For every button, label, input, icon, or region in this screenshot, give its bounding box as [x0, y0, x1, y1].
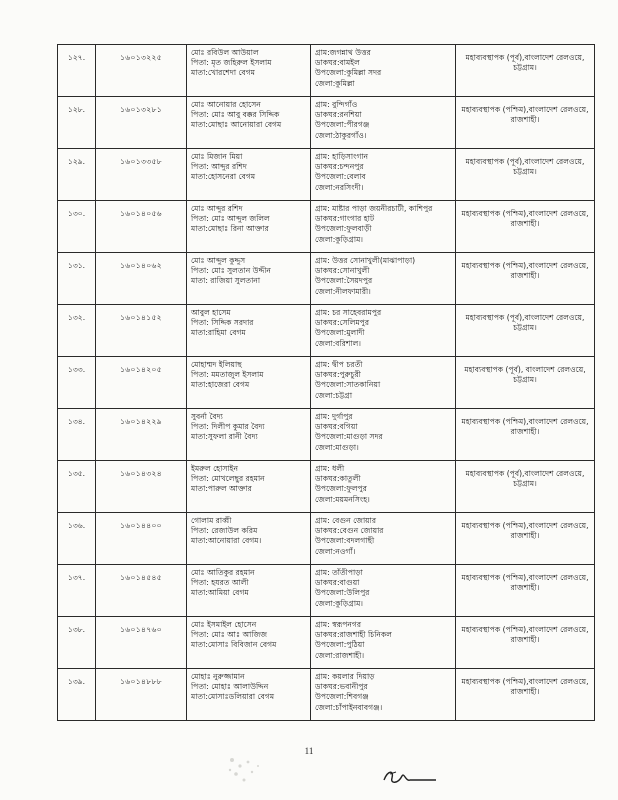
mother-name: মাতা:রাহিমা বেগম	[191, 328, 246, 338]
address-cell	[311, 461, 456, 513]
roll-number: ১৬০১৪৮৮৮	[120, 677, 162, 686]
roll-cell	[96, 513, 187, 565]
address-upazila: উপজেলা:বেলাব	[315, 172, 366, 182]
candidate-name: ইমরুল হোসাইন	[191, 464, 239, 473]
address-upazila: উপজেলা:সৈয়দপুর	[315, 276, 373, 286]
roll-cell	[96, 201, 187, 253]
candidate-name: মোঃ আব্দুল কুদ্দুস	[191, 256, 246, 265]
posting-cell	[456, 45, 595, 97]
posting-office: মহাব্যবস্থাপক (পূর্ব),বাংলাদেশ রেলওয়ে, চট্টগ্রাম।	[465, 313, 585, 333]
address-district: জেলা:চট্টগ্রা	[315, 390, 353, 400]
father-name: পিতা: মোঃ সুলতান উদ্দীন	[191, 266, 271, 276]
roll-number: ১৬০১৪০৫৬	[120, 209, 162, 218]
name-cell	[187, 513, 311, 565]
address-district: জেলা:কুড়িগ্রাম।	[315, 598, 364, 608]
mother-name: মাতা:খোরশেদা বেগম	[191, 68, 255, 78]
name-cell	[187, 669, 311, 721]
table-row	[58, 149, 595, 201]
serial-number: ১৩৪.	[67, 417, 86, 426]
father-name: পিতা: মোখলেছুর রহমান	[191, 474, 265, 484]
roll-cell	[96, 45, 187, 97]
serial-number: ১২৮.	[67, 105, 86, 114]
table-row	[58, 201, 595, 253]
serial-number: ১৩৭.	[67, 573, 86, 582]
address-post-office: ডাকঘর:চন্দনপুর	[315, 162, 364, 172]
candidate-name: আবুল হাসেম	[191, 308, 231, 317]
address-post-office: ডাকঘর:রাজশাহী চিনিকল	[315, 630, 392, 640]
roll-number: ১৬০১৪০৬২	[120, 261, 162, 270]
serial-cell	[58, 45, 96, 97]
table-row	[58, 357, 595, 409]
mother-name: মাতা:পারুল আক্তার	[191, 484, 252, 494]
signature	[380, 766, 440, 790]
mother-name: মাতা:সুফলা রানী বৈদ্য	[191, 432, 258, 442]
posting-office: মহাব্যবস্থাপক (পশ্চিম),বাংলাদেশ রেলওয়ে, রাজশাহী।	[461, 677, 589, 697]
father-name: পিতা: মোঃ আঃ আজিজ	[191, 630, 268, 640]
mother-name: মাতা:মোসাঃ বিবিজান বেগম	[191, 640, 277, 650]
mother-name: মাতা:হোসনেরা বেগম	[191, 172, 256, 182]
address-village: গ্রাম: তাঁতীপাড়া	[315, 568, 363, 577]
candidate-name: মোহাঃ নুরুজ্জামান	[191, 672, 245, 681]
serial-cell	[58, 669, 96, 721]
serial-cell	[58, 97, 96, 149]
table-row	[58, 253, 595, 305]
serial-cell	[58, 305, 96, 357]
name-cell	[187, 461, 311, 513]
roll-cell	[96, 253, 187, 305]
address-upazila: উপজেলা:শিবগঞ্জ	[315, 692, 369, 702]
posting-cell	[456, 201, 595, 253]
address-post-office: ডাকঘর:রনশিয়া	[315, 110, 362, 120]
address-upazila: উপজেলা:মুলাদী	[315, 328, 365, 338]
address-post-office: ডাকঘর:সোনাখুলী	[315, 266, 370, 276]
serial-number: ১৩১.	[67, 261, 86, 270]
posting-cell	[456, 97, 595, 149]
roll-cell	[96, 617, 187, 669]
address-village: গ্রাম: হাড়িসাংগান	[315, 152, 369, 161]
posting-office: মহাব্যবস্থাপক (পূর্ব),বাংলাদেশ রেলওয়ে, চট্টগ্রাম।	[465, 469, 585, 489]
table-row	[58, 565, 595, 617]
serial-number: ১৩২.	[67, 313, 86, 322]
address-cell	[311, 253, 456, 305]
mother-name: মাতা:মোছাঃ আনোয়ারা বেগম	[191, 120, 282, 130]
father-name: পিতা: রেজাউল করিম	[191, 526, 258, 536]
address-village: গ্রাম: কয়লার দিয়াড়	[315, 672, 375, 681]
address-post-office: ডাকঘর:পুরুচুরী	[315, 370, 361, 380]
roll-number: ১৬০১৪৭৬০	[120, 625, 162, 634]
address-upazila: উপজেলা:মাগুড়া সদর	[315, 432, 383, 442]
address-cell	[311, 617, 456, 669]
address-village: গ্রাম: দ্বীপ চরতী	[315, 360, 363, 369]
roll-number: ১৬০১৪৩২৪	[120, 469, 162, 478]
address-upazila: উপজেলা:সাতকানিয়া	[315, 380, 381, 390]
serial-cell	[58, 461, 96, 513]
table-row	[58, 461, 595, 513]
name-cell	[187, 565, 311, 617]
serial-number: ১৩৬.	[67, 521, 86, 530]
table-row	[58, 669, 595, 721]
father-name: পিতা: মৃত জহিরুল ইসলাম	[191, 58, 272, 68]
records-sheet	[57, 44, 589, 721]
posting-cell	[456, 461, 595, 513]
mother-name: মাতা:আনোয়ারা বেগম।	[191, 536, 262, 546]
address-village: গ্রাম: উত্তর সোনাখুলী(মাঝাপাড়া)	[315, 256, 416, 265]
candidate-name: মোঃ ইসমাইল হোসেন	[191, 620, 257, 629]
address-post-office: ডাকঘর:বাগুয়া	[315, 578, 360, 588]
serial-number: ১৩৯.	[67, 677, 86, 686]
mother-name: মাতা:মোসাঃডলিয়ারা বেগম	[191, 692, 275, 702]
address-district: জেলা:চাঁপাইনবাবগঞ্জ।	[315, 702, 383, 712]
candidate-name: গোলাম রাব্বী	[191, 516, 232, 525]
posting-office: মহাব্যবস্থাপক (পশ্চিম),বাংলাদেশ রেলওয়ে, রাজশাহী।	[461, 521, 589, 541]
roll-number: ১৬০১৩২৮১	[120, 105, 162, 114]
serial-number: ১২৭.	[67, 53, 86, 62]
candidate-name: মোঃ আনোয়ার হোসেন	[191, 100, 261, 109]
address-cell	[311, 565, 456, 617]
address-village: গ্রাম: স্বরূপনগর	[315, 620, 362, 629]
mother-name: মাতা: রাজিয়া সুলতানা	[191, 276, 261, 286]
table-row	[58, 97, 595, 149]
address-village: গ্রাম: ধলী	[315, 464, 345, 473]
address-post-office: ডাকঘর:কাতুলী	[315, 474, 361, 484]
posting-office: মহাব্যবস্থাপক (পশ্চিম),বাংলাদেশ রেলওয়ে, রাজশাহী।	[461, 573, 589, 593]
address-cell	[311, 45, 456, 97]
roll-number: ১৬০১৪৫৪৫	[120, 573, 162, 582]
address-cell	[311, 409, 456, 461]
address-post-office: ডাকঘর:বেগুন জোয়ার	[315, 526, 384, 536]
posting-office: মহাব্যবস্থাপক (পশ্চিম),বাংলাদেশ রেলওয়ে, রাজশাহী।	[461, 625, 589, 645]
address-district: জেলা:রাজশাহী।	[315, 650, 365, 660]
address-cell	[311, 357, 456, 409]
roll-number: ১৬০১৪২২৯	[120, 417, 162, 426]
serial-cell	[58, 357, 96, 409]
roll-cell	[96, 565, 187, 617]
candidate-name: মোঃ আতিকুর রহমান	[191, 568, 255, 577]
address-district: জেলা:কুড়িগ্রাম।	[315, 234, 364, 244]
address-cell	[311, 669, 456, 721]
address-cell	[311, 149, 456, 201]
address-upazila: উপজেলা:বদলগাছী	[315, 536, 375, 546]
address-post-office: ডাকঘর:সেলিমপুর	[315, 318, 370, 328]
address-village: গ্রাম: চর সাহেবরামপুর	[315, 308, 382, 317]
posting-office: মহাব্যবস্থাপক (পূর্ব),বাংলাদেশ রেলওয়ে, চট্টগ্রাম।	[465, 157, 585, 177]
father-name: পিতা: মোহাঃ আলাউদ্দিন	[191, 682, 269, 692]
roll-number: ১৬০১৪২০৫	[120, 365, 162, 374]
posting-cell	[456, 357, 595, 409]
name-cell	[187, 305, 311, 357]
roll-cell	[96, 97, 187, 149]
mother-name: মাতা:হাজেরা বেগম	[191, 380, 250, 390]
address-village: গ্রাম: বুন্দিগাঁও	[315, 100, 358, 109]
candidate-name: মোহাম্মদ ইলিয়াছ	[191, 360, 242, 369]
posting-cell	[456, 617, 595, 669]
posting-office: মহাব্যবস্থাপক (পশ্চিম),বাংলাদেশ রেলওয়ে, রাজশাহী।	[461, 105, 589, 125]
address-upazila: উপজেলা:পীরগঞ্জ	[315, 120, 370, 130]
roll-cell	[96, 669, 187, 721]
name-cell	[187, 617, 311, 669]
posting-office: মহাব্যবস্থাপক (পশ্চিম),বাংলাদেশ রেলওয়ে, রাজশাহী।	[461, 261, 589, 281]
posting-office: মহাব্যবস্থাপক (পশ্চিম),বাংলাদেশ রেলওয়ে, রাজশাহী।	[461, 417, 589, 437]
posting-office: মহাব্যবস্থাপক (পশ্চিম),বাংলাদেশ রেলওয়ে, রাজশাহী।	[461, 209, 589, 229]
serial-cell	[58, 617, 96, 669]
serial-cell	[58, 253, 96, 305]
address-district: জেলা:নওগাঁ।	[315, 546, 356, 556]
address-cell	[311, 97, 456, 149]
roll-number: ১৬০১৪১৫২	[120, 313, 162, 322]
table-row	[58, 617, 595, 669]
roll-number: ১৬০১৩২২৫	[120, 53, 162, 62]
address-cell	[311, 201, 456, 253]
address-upazila: উপজেলা:ফুলপুর	[315, 484, 367, 494]
serial-number: ১২৯.	[67, 157, 86, 166]
posting-cell	[456, 149, 595, 201]
posting-office: মহাব্যবস্থাপক (পূর্ব),বাংলাদেশ রেলওয়ে, চট্টগ্রাম।	[465, 53, 585, 73]
name-cell	[187, 357, 311, 409]
address-cell	[311, 305, 456, 357]
serial-cell	[58, 409, 96, 461]
address-upazila: উপজেলা:উলিপুর	[315, 588, 370, 598]
records-table-body	[58, 45, 595, 721]
serial-cell	[58, 513, 96, 565]
address-district: জেলা:ময়মনসিংহ।	[315, 494, 370, 504]
roll-number: ১৬০১৩৩৫৮	[120, 157, 162, 166]
address-post-office: ডাকঘর:বগিয়া	[315, 422, 358, 432]
roll-cell	[96, 461, 187, 513]
roll-number: ১৬০১৪৪০০	[120, 521, 162, 530]
address-district: জেলা:নরসিংদী।	[315, 182, 364, 192]
address-district: জেলা:মাগুড়া।	[315, 442, 359, 452]
serial-number: ১৩৩.	[67, 365, 86, 374]
table-row	[58, 513, 595, 565]
records-table	[57, 44, 595, 721]
father-name: পিতা: মমতাজুল ইসলাম	[191, 370, 264, 380]
posting-cell	[456, 253, 595, 305]
candidate-name: সুবর্না বৈদ্য	[191, 412, 223, 421]
name-cell	[187, 97, 311, 149]
mother-name: মাতা:মোছাঃ রিনা আক্তার	[191, 224, 269, 234]
posting-office: মহাব্যবস্থাপক (পূর্ব), বাংলাদেশ রেলওয়ে, চট্টগ্রাম।	[464, 365, 586, 385]
candidate-name: মোঃ আব্দুর রশিদ	[191, 204, 243, 213]
posting-cell	[456, 409, 595, 461]
posting-cell	[456, 305, 595, 357]
scan-smudge	[222, 752, 274, 788]
name-cell	[187, 149, 311, 201]
father-name: পিতা: সিদ্দিক সরদার	[191, 318, 254, 328]
address-village: গ্রাম: মাষ্টার পাড়া জয়নীরচাটী, কাশিপুর	[315, 204, 433, 213]
address-upazila: উপজেলা:কুমিল্লা সদর	[315, 68, 382, 78]
father-name: পিতা: মোঃ আব্দুল জলিল	[191, 214, 270, 224]
serial-cell	[58, 565, 96, 617]
serial-number: ১৩৮.	[67, 625, 86, 634]
name-cell	[187, 409, 311, 461]
address-village: গ্রাম: বেগুন জোয়ার	[315, 516, 376, 525]
address-cell	[311, 513, 456, 565]
name-cell	[187, 201, 311, 253]
serial-cell	[58, 201, 96, 253]
table-row	[58, 305, 595, 357]
page-number: 11	[304, 746, 314, 756]
father-name: পিতা: দিলীপ কুমার বৈদ্য	[191, 422, 265, 432]
serial-number: ১৩০.	[67, 209, 86, 218]
address-district: জেলা:নীলফামারী।	[315, 286, 371, 296]
address-post-office: ডাকঘর:গাংগার হাট	[315, 214, 375, 224]
address-district: জেলা:বরিশাল।	[315, 338, 361, 348]
mother-name: মাতা:আমিয়া বেগম	[191, 588, 249, 598]
address-district: জেলা:ঠাকুরগাঁও।	[315, 130, 367, 140]
roll-cell	[96, 357, 187, 409]
roll-cell	[96, 409, 187, 461]
address-village: গ্রাম: দুর্গাপুর	[315, 412, 353, 421]
posting-cell	[456, 513, 595, 565]
address-upazila: উপজেলা:পুঠিয়া	[315, 640, 365, 650]
address-upazila: উপজেলা:ফুলবাড়ী	[315, 224, 372, 234]
serial-cell	[58, 149, 96, 201]
address-district: জেলা:কুমিল্লা	[315, 78, 355, 88]
posting-cell	[456, 565, 595, 617]
candidate-name: মোঃ মিজান মিয়া	[191, 152, 243, 161]
name-cell	[187, 45, 311, 97]
father-name: পিতা: আব্দুর রশিদ	[191, 162, 247, 172]
name-cell	[187, 253, 311, 305]
address-post-office: ডাকঘর:ভবানীপুর	[315, 682, 368, 692]
candidate-name: মোঃ রবিউল আউয়াল	[191, 48, 259, 57]
serial-number: ১৩৫.	[67, 469, 86, 478]
table-row	[58, 409, 595, 461]
posting-cell	[456, 669, 595, 721]
roll-cell	[96, 149, 187, 201]
father-name: পিতা: হযরত আলী	[191, 578, 249, 588]
father-name: পিতা: মোঃ আবু বক্কর সিদ্দিক	[191, 110, 280, 120]
address-post-office: ডাকঘর:বামইল	[315, 58, 360, 68]
table-row	[58, 45, 595, 97]
roll-cell	[96, 305, 187, 357]
address-village: গ্রাম:জগন্নাথ উত্তর	[315, 48, 371, 57]
